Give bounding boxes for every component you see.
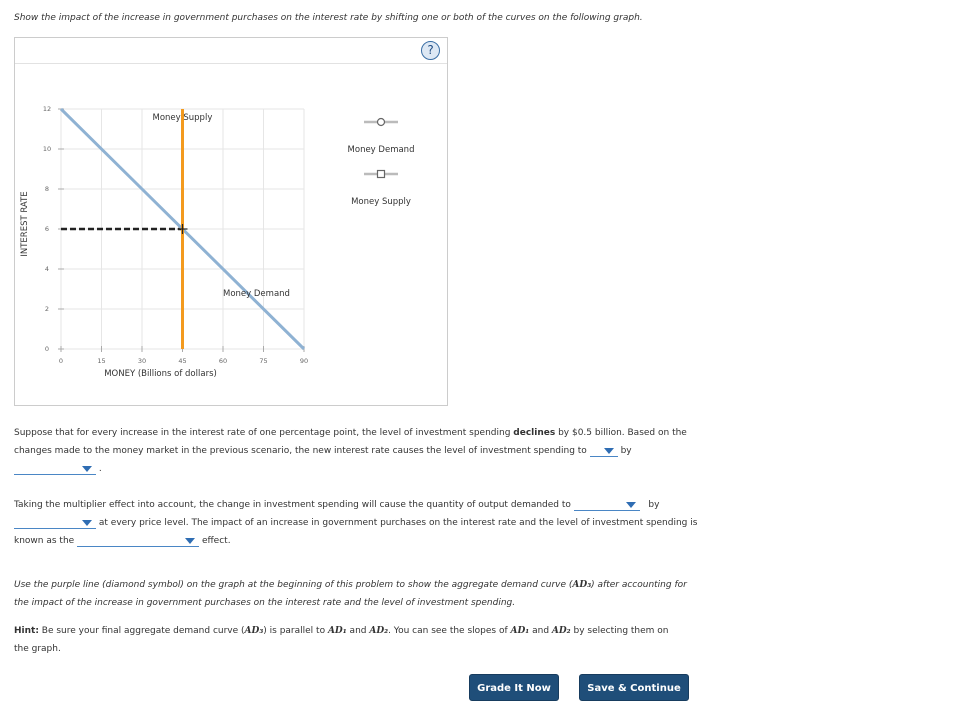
y-tick-label: 6 [44,225,50,233]
y-tick-label: 10 [42,145,52,153]
x-axis-label: MONEY (Billions of dollars) [104,369,217,379]
paragraph-multiplier: Taking the multiplier effect into account, the change in investment spending will cause the quantity of output demanded to by at every price level. The impact of an increase in government purchases on the interest rate and the level of investment spending is known as the effect. [14,500,698,546]
effect-name-dropdown[interactable] [77,535,199,547]
legend-label: Money Supply [351,197,411,207]
y-tick-label: 12 [42,105,52,113]
x-tick-label: 30 [137,357,147,365]
x-tick-label: 75 [259,357,268,365]
output-direction-dropdown[interactable] [574,499,640,511]
y-tick-label: 2 [44,305,50,313]
chevron-down-icon [82,520,92,526]
y-tick-label: 4 [44,265,50,273]
investment-direction-dropdown[interactable] [590,445,618,457]
y-tick-label: 8 [44,185,50,193]
legend-label: Money Demand [347,145,415,155]
chevron-down-icon [604,448,614,454]
x-tick-label: 0 [58,357,64,365]
x-tick-label: 15 [97,357,106,365]
x-tick-label: 60 [218,357,228,365]
investment-amount-dropdown[interactable] [14,463,96,475]
instruction-text: Show the impact of the increase in government purchases on the interest rate by shifting one or both of the curves on the following graph. [14,13,643,23]
grade-it-now-button[interactable]: Grade It Now [469,674,559,701]
x-tick-label: 45 [178,357,187,365]
help-icon[interactable]: ? [421,41,440,60]
chevron-down-icon [82,466,92,472]
graph-panel [14,37,448,406]
graph-header [15,38,447,64]
circle-icon [378,119,385,126]
money-market-graph[interactable] [15,65,447,405]
axis-ticks [43,105,308,365]
x-tick-label: 90 [299,357,309,365]
legend [348,119,415,208]
save-continue-button[interactable]: Save & Continue [579,674,689,701]
output-amount-dropdown[interactable] [14,517,96,529]
money-supply-curve-label: Money Supply [152,113,213,123]
y-axis-label: INTEREST RATE [20,191,30,257]
chevron-down-icon [185,538,195,544]
square-icon [378,171,385,178]
paragraph-ad3-instruction: Use the purple line (diamond symbol) on the graph at the beginning of this problem to show the aggregate demand curve (AD₃) after accounting for the impact of the increase in government purchases on the interest rate and the level of investment spending. [14,580,687,608]
money-demand-curve-label: Money Demand [223,289,290,299]
chevron-down-icon [626,502,636,508]
hint-text: Hint: Be sure your final aggregate demand curve (AD₃) is parallel to AD₁ and AD₂. You can see the slopes of AD₁ and AD₂ by selecting them on the graph. [14,626,669,654]
paragraph-investment: Suppose that for every increase in the interest rate of one percentage point, the level of investment spending declines by $0.5 billion. Based on the changes made to the money market in the previous scenario, the new interest rate causes the level of investment spending to by . [14,428,687,474]
y-tick-label: 0 [44,345,50,353]
